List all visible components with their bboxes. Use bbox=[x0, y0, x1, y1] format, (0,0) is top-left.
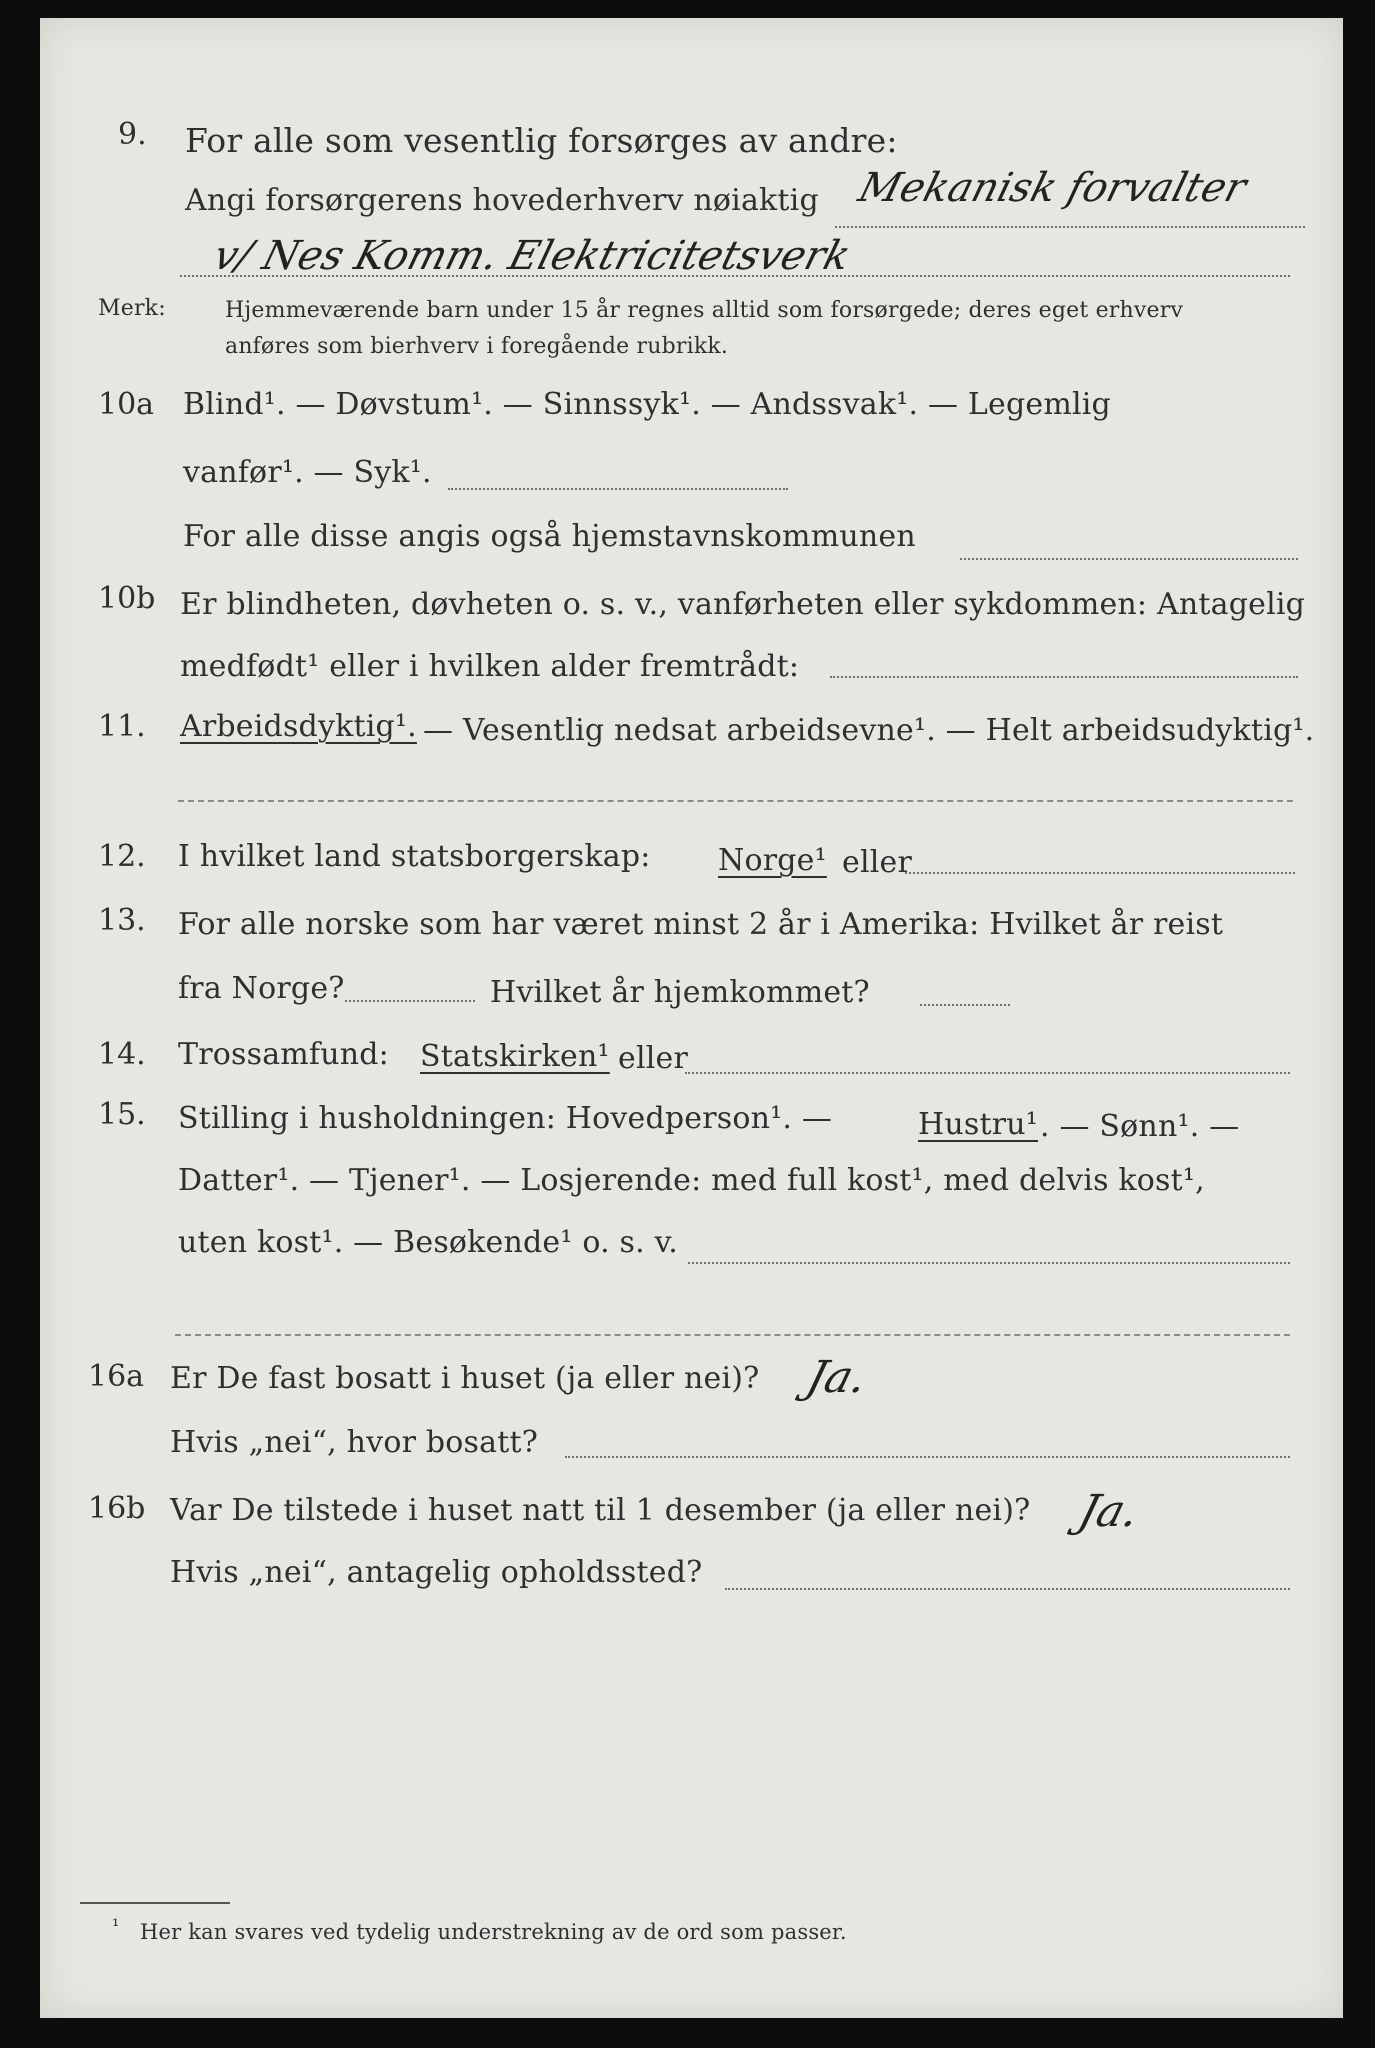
q12-text: I hvilket land statsborgerskap: bbox=[178, 839, 651, 874]
q16a-line2: Hvis „nei“, hvor bosatt? bbox=[170, 1425, 539, 1460]
q15-line1c: . — Sønn¹. — bbox=[1040, 1109, 1240, 1144]
merk-line1: Hjemmeværende barn under 15 år regnes alltid som forsørgede; deres eget erhverv bbox=[225, 298, 1184, 323]
q10a-line3: For alle disse angis også hjemstavnskommunen bbox=[183, 519, 916, 554]
q10a-hometown-line bbox=[960, 558, 1298, 560]
q14-number: 14. bbox=[98, 1037, 146, 1072]
q11-number: 11. bbox=[98, 709, 146, 744]
q13-year-returned-line bbox=[920, 1004, 1010, 1006]
q14-text: Trossamfund: bbox=[178, 1037, 389, 1072]
q15-line3: uten kost¹. — Besøkende¹ o. s. v. bbox=[178, 1225, 678, 1260]
q9-answer-line-1 bbox=[835, 226, 1305, 228]
q12-answer-underlined: Norge¹ bbox=[718, 843, 827, 878]
q16b-number: 16b bbox=[88, 1491, 146, 1526]
q14-tail: eller bbox=[618, 1041, 689, 1076]
q16b-answer-line bbox=[725, 1588, 1290, 1590]
q9-line1: For alle som vesentlig forsørges av andre: bbox=[185, 121, 898, 160]
q16b-line2: Hvis „nei“, antagelig opholdssted? bbox=[170, 1555, 703, 1590]
q9-line2: Angi forsørgerens hovederhverv nøiaktig bbox=[185, 183, 819, 218]
footnote-mark: ¹ bbox=[112, 1916, 120, 1937]
q10a-line2: vanfør¹. — Syk¹. bbox=[183, 455, 432, 490]
q10b-line1: Er blindheten, døvheten o. s. v., vanførheten eller sykdommen: Antagelig bbox=[180, 587, 1306, 622]
q10b-line2: medfødt¹ eller i hvilken alder fremtrådt: bbox=[180, 649, 800, 684]
q16a-answer-line bbox=[565, 1456, 1290, 1458]
q16a-line1: Er De fast bosatt i huset (ja eller nei)? bbox=[170, 1361, 760, 1396]
q16b-handwritten-answer: Ja. bbox=[1073, 1486, 1145, 1537]
q10b-number: 10b bbox=[98, 581, 156, 616]
q15-line2: Datter¹. — Tjener¹. — Losjerende: med full kost¹, med delvis kost¹, bbox=[178, 1163, 1205, 1198]
q12-tail: eller bbox=[842, 845, 913, 880]
q15-answer-line bbox=[688, 1262, 1290, 1264]
q13-year-left-line bbox=[345, 1000, 475, 1002]
q16a-handwritten-answer: Ja. bbox=[801, 1352, 873, 1403]
q10b-answer-line bbox=[830, 676, 1298, 678]
merk-line2: anføres som bierhverv i foregående rubrikk. bbox=[225, 334, 729, 359]
q9-handwritten-answer-2: v/ Nes Komm. Elektricitetsverk bbox=[208, 233, 856, 279]
q11-answer-line bbox=[178, 800, 1293, 802]
q13-line1: For alle norske som har været minst 2 år i Amerika: Hvilket år reist bbox=[178, 907, 1224, 942]
q14-answer-underlined: Statskirken¹ bbox=[420, 1039, 610, 1074]
q9-answer-line-2 bbox=[180, 275, 1290, 277]
q16a-number: 16a bbox=[88, 1359, 145, 1394]
q11-arbeidsdyktig-underlined: Arbeidsdyktig¹. bbox=[180, 709, 417, 744]
q10a-answer-line bbox=[448, 488, 788, 490]
q12-answer-line bbox=[905, 872, 1295, 874]
q9-number: 9. bbox=[118, 117, 147, 152]
q9-handwritten-answer-1: Mekanisk forvalter bbox=[853, 165, 1252, 211]
q16b-line1: Var De tilstede i huset natt til 1 desember (ja eller nei)? bbox=[170, 1493, 1031, 1528]
q14-answer-line bbox=[685, 1072, 1290, 1074]
q13-line2b: Hvilket år hjemkommet? bbox=[490, 975, 870, 1010]
q11-rest: — Vesentlig nedsat arbeidsevne¹. — Helt arbeidsudyktig¹. bbox=[423, 713, 1315, 748]
footnote-divider bbox=[80, 1902, 230, 1904]
q12-number: 12. bbox=[98, 839, 146, 874]
merk-label: Merk: bbox=[98, 296, 166, 321]
q15-number: 15. bbox=[98, 1097, 146, 1132]
q15-extra-line bbox=[175, 1334, 1290, 1336]
q15-hustru-underlined: Hustru¹ bbox=[918, 1107, 1039, 1142]
q13-line2a: fra Norge? bbox=[178, 971, 345, 1006]
q13-number: 13. bbox=[98, 903, 146, 938]
q15-line1a: Stilling i husholdningen: Hovedperson¹. — bbox=[178, 1101, 833, 1136]
footnote-text: Her kan svares ved tydelig understrekning av de ord som passer. bbox=[140, 1920, 847, 1944]
q10a-line1: Blind¹. — Døvstum¹. — Sinnssyk¹. — Andssvak¹. — Legemlig bbox=[183, 387, 1111, 422]
q10a-number: 10a bbox=[98, 387, 155, 422]
